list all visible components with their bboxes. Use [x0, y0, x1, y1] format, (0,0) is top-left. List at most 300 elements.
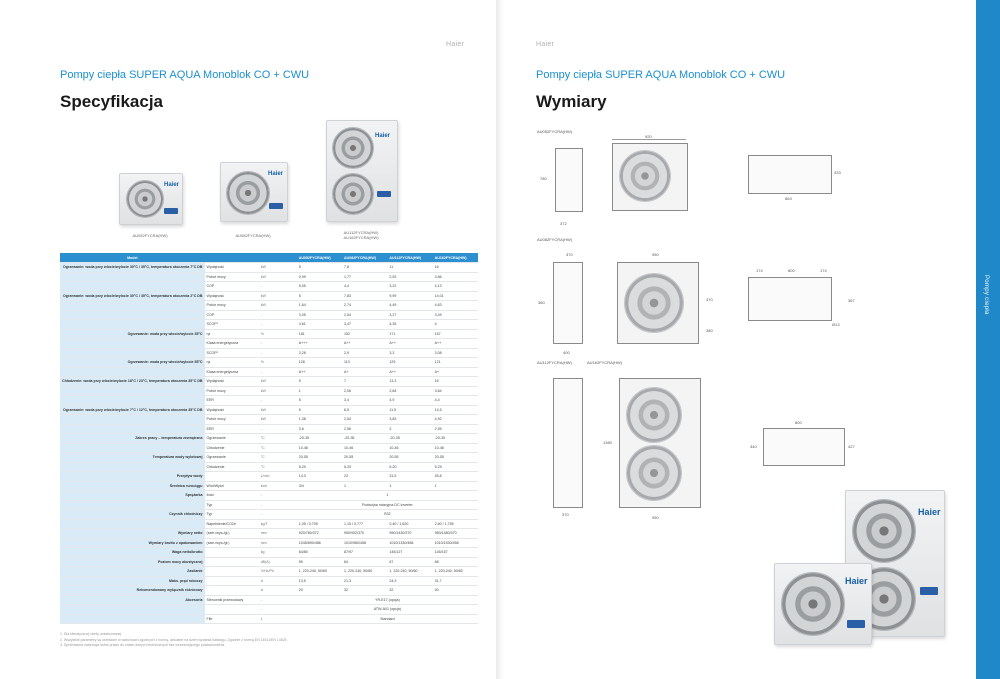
row-unit: V/Hz/Ph	[259, 567, 297, 577]
row-value: 1,38	[297, 415, 342, 425]
row-value: 2,95	[433, 424, 478, 434]
row-value: 157	[433, 329, 478, 339]
table-row	[60, 415, 478, 425]
row-group-label: Akcesoria	[60, 595, 205, 605]
row-group-label: Wymiary brutto z opakowaniem	[60, 538, 205, 548]
table-row	[60, 434, 478, 444]
row-value: 3,27	[387, 310, 432, 320]
table-header-cell: AU082FYCRA(HW)	[342, 253, 387, 263]
table-row	[60, 519, 478, 529]
fan-icon	[626, 387, 682, 443]
row-group-label	[60, 396, 205, 406]
row-unit: kW	[259, 405, 297, 415]
table-row	[60, 386, 478, 396]
row-value: 3,86	[433, 272, 478, 282]
row-value: 32	[342, 586, 387, 596]
table-row	[60, 310, 478, 320]
row-value: -20-35	[387, 434, 432, 444]
table-row	[60, 567, 478, 577]
row-unit: kW	[259, 301, 297, 311]
row-value: 10-46	[433, 443, 478, 453]
dimension-value: 950	[652, 252, 659, 257]
row-value: 16	[433, 263, 478, 273]
row-unit: -	[259, 605, 297, 615]
dimension-value: 400	[563, 350, 570, 355]
table-header-cell: AU162FYCRA(HW)	[433, 253, 478, 263]
row-parameter: ηs	[205, 329, 259, 339]
row-value: 1,15 / 0,777	[342, 519, 387, 529]
badge-icon	[269, 203, 283, 209]
row-parameter: (szer./wys./gł.)	[205, 529, 259, 539]
row-parameter: ηs	[205, 358, 259, 368]
row-value: 20-55	[297, 453, 342, 463]
row-value: 14,3	[297, 472, 342, 482]
row-unit: %	[259, 329, 297, 339]
dimension-value: 863	[785, 196, 792, 201]
badge-icon	[164, 208, 178, 214]
table-row	[60, 595, 478, 605]
row-value: 4,49	[387, 301, 432, 311]
row-group-label	[60, 301, 205, 311]
row-value: 13,5	[297, 576, 342, 586]
row-unit: -	[259, 310, 297, 320]
row-value: 20-55	[387, 453, 432, 463]
drawing-label-c2: AU162FYCRA(HW)	[587, 360, 623, 365]
haier-logo: Haier	[845, 576, 868, 586]
row-parameter: EER	[205, 424, 259, 434]
fan-icon	[852, 499, 916, 563]
table-row	[60, 605, 478, 615]
dimension-value: 370	[566, 252, 573, 257]
row-value: 3,83	[387, 415, 432, 425]
table-header-cell	[259, 253, 297, 263]
row-group-label: Ogrzewanie: woda przy wlocie/wylocie 30°C / 35°C, temperatura otoczenia 2°C DB	[60, 291, 205, 301]
table-row	[60, 396, 478, 406]
row-group-label: Zasilanie	[60, 567, 205, 577]
haier-logo: Haier	[375, 133, 391, 139]
row-group-label	[60, 282, 205, 292]
row-unit: inch	[259, 481, 297, 491]
row-unit: A	[259, 586, 297, 596]
row-value: 10-46	[342, 443, 387, 453]
front-view-drawing	[612, 143, 688, 211]
row-unit: -	[259, 510, 297, 520]
footnote: 1. Dla klimatycznej strefy umiarkowanej	[60, 632, 122, 636]
row-value: 11,5	[387, 405, 432, 415]
row-value: 1	[342, 481, 387, 491]
row-unit: kW	[259, 415, 297, 425]
row-group-label: Przepływ wody	[60, 472, 205, 482]
top-view-drawing	[748, 155, 832, 194]
row-group-label: Czynnik chłodniczy	[60, 510, 205, 520]
row-value: 113	[342, 358, 387, 368]
row-value: 2,9	[342, 348, 387, 358]
dimension-value: 174	[756, 268, 763, 273]
dimension-value: 370	[562, 512, 569, 517]
row-unit: %	[259, 358, 297, 368]
row-value: 2,54	[342, 415, 387, 425]
row-parameter: Ogrzewanie	[205, 453, 259, 463]
side-view-drawing	[555, 148, 583, 212]
table-header-row	[60, 253, 478, 263]
badge-icon	[377, 191, 391, 197]
dimension-value: 340	[750, 444, 757, 449]
table-row	[60, 424, 478, 434]
row-value: 950/1480/370	[433, 529, 478, 539]
row-value: 171	[387, 329, 432, 339]
row-unit: kg/T	[259, 519, 297, 529]
row-unit: kW	[259, 291, 297, 301]
row-unit: mm	[259, 538, 297, 548]
side-tab	[976, 0, 1000, 679]
fan-icon	[619, 150, 671, 202]
row-value: 5	[297, 396, 342, 406]
table-row	[60, 472, 478, 482]
drawing-label-b: AU082FYCRA(HW)	[537, 237, 573, 242]
left-subtitle: Pompy ciepła SUPER AQUA Monoblok CO + CWU	[60, 69, 310, 81]
row-value: A+	[342, 367, 387, 377]
row-parameter	[205, 567, 259, 577]
row-value: 14,5	[433, 405, 478, 415]
row-value: 1, 220-240, 50/60	[342, 567, 387, 577]
row-group-label: Ogrzewanie: woda przy wlocie/wylocie 30°C / 35°C, temperatura otoczenia 7°C DB	[60, 263, 205, 273]
row-group-label	[60, 500, 205, 510]
row-merged-value: Podwójna rotacyjna DC Inverter	[297, 500, 478, 510]
row-value: A++	[433, 339, 478, 349]
row-parameter: Napełnienie/CO2e	[205, 519, 259, 529]
row-value: 32	[387, 586, 432, 596]
row-value: 128	[297, 358, 342, 368]
footnote: 2. Wszystkie parametry są określone w warunkach zgodnych z normą, aktualne na dzień wydania katalogu. Zgodnie z normą EN 14511/EN 14825	[60, 637, 287, 642]
row-value: 4,63	[433, 301, 478, 311]
row-unit: kW	[259, 377, 297, 387]
dimension-value: 427	[848, 444, 855, 449]
row-value: 20	[297, 586, 342, 596]
row-value: 3,64	[433, 386, 478, 396]
row-value: A++	[387, 339, 432, 349]
fan-icon	[332, 173, 374, 215]
row-unit: °C	[259, 443, 297, 453]
row-merged-value: Standard	[297, 614, 478, 624]
table-row	[60, 576, 478, 586]
row-value: 68	[433, 557, 478, 567]
row-group-label	[60, 614, 205, 624]
row-group-label: Ogrzewanie: woda przy wlocie/wylocie 7°C / 12°C, temperatura otoczenia 35°C DB	[60, 405, 205, 415]
row-merged-value: YR-E17 (opcja)	[297, 595, 478, 605]
row-group-label	[60, 386, 205, 396]
row-unit: -	[259, 339, 297, 349]
row-value: 5-20	[297, 462, 342, 472]
row-parameter: Wydajność	[205, 291, 259, 301]
row-unit: -	[259, 367, 297, 377]
row-value: 5	[297, 377, 342, 387]
row-value: 1045/890/486	[297, 538, 342, 548]
fan-icon	[624, 273, 684, 333]
row-value: 3,08	[433, 348, 478, 358]
row-value: 2,06	[342, 386, 387, 396]
row-value: 129	[387, 358, 432, 368]
fan-icon	[126, 180, 164, 218]
specification-table	[60, 253, 478, 624]
row-unit: dB(A)	[259, 557, 297, 567]
row-value: 11	[387, 263, 432, 273]
row-value: 23	[342, 472, 387, 482]
row-value: 4,9	[387, 396, 432, 406]
row-parameter	[205, 548, 259, 558]
row-value: 2,93	[387, 272, 432, 282]
row-value: 121	[433, 358, 478, 368]
row-value: 5	[297, 291, 342, 301]
top-view-drawing	[748, 277, 832, 321]
table-row	[60, 614, 478, 624]
row-value: 45,8	[433, 472, 478, 482]
row-group-label: Zakres pracy – temperatura zewnętrzna	[60, 434, 205, 444]
dimension-value: 800	[788, 268, 795, 273]
row-value: 4,35	[387, 320, 432, 330]
row-value: 152	[342, 329, 387, 339]
row-unit: mm	[259, 529, 297, 539]
dimension-value: 780	[540, 176, 547, 181]
row-group-label	[60, 367, 205, 377]
table-row	[60, 529, 478, 539]
row-parameter: SCOP¹	[205, 348, 259, 358]
row-value: 13,3	[387, 377, 432, 387]
table-row	[60, 272, 478, 282]
fan-icon	[226, 171, 270, 215]
table-row	[60, 339, 478, 349]
table-row	[60, 557, 478, 567]
table-row	[60, 548, 478, 558]
right-subtitle: Pompy ciepła SUPER AQUA Monoblok CO + CWU	[536, 69, 786, 81]
row-unit: kW	[259, 263, 297, 273]
dimension-value: 174	[820, 268, 827, 273]
top-view-drawing	[763, 428, 845, 466]
row-value: 2,54	[342, 310, 387, 320]
row-value: 21,3	[342, 576, 387, 586]
row-parameter: SCOP¹	[205, 320, 259, 330]
table-header-cell: Model	[60, 253, 205, 263]
row-value: 4,61	[297, 320, 342, 330]
row-group-label	[60, 272, 205, 282]
row-value: 24,3	[387, 576, 432, 586]
row-unit: °C	[259, 453, 297, 463]
row-parameter: Pobór mocy	[205, 272, 259, 282]
table-row	[60, 405, 478, 415]
row-value: 1	[433, 481, 478, 491]
haier-logo: Haier	[268, 171, 284, 177]
row-parameter: Typ	[205, 510, 259, 520]
row-value: -20-35	[433, 434, 478, 444]
footnotes	[60, 632, 287, 649]
row-parameter: Wydajność	[205, 405, 259, 415]
side-view-drawing	[553, 378, 583, 508]
dimension-value: 1380	[603, 440, 612, 445]
dimension-value: 800	[795, 420, 802, 425]
row-value: 1010/980/458	[342, 538, 387, 548]
dimension-value: 470	[706, 297, 713, 302]
product-photo-medium	[220, 162, 288, 222]
row-parameter: Sterownik przewodowy	[205, 595, 259, 605]
row-parameter: Chłodzenie	[205, 443, 259, 453]
row-value: 5	[297, 405, 342, 415]
row-value: 1, 220-240, 50/60	[297, 567, 342, 577]
table-row	[60, 443, 478, 453]
row-value: 3,49	[433, 310, 478, 320]
row-value: 10-46	[387, 443, 432, 453]
row-parameter: Wlot/Wylot	[205, 481, 259, 491]
brand-right: Haier	[536, 41, 555, 48]
row-parameter: Pobór mocy	[205, 415, 259, 425]
row-parameter	[205, 576, 259, 586]
row-value: 0,99	[297, 272, 342, 282]
row-unit: kW	[259, 272, 297, 282]
row-value: 40	[433, 586, 478, 596]
row-value: 6,5	[342, 405, 387, 415]
row-value: A+	[433, 367, 478, 377]
row-merged-value: R32	[297, 510, 478, 520]
table-header-cell: AU112FYCRA(HW)	[387, 253, 432, 263]
row-value: 5	[297, 263, 342, 273]
row-group-label	[60, 605, 205, 615]
row-value: 1010/1330/458	[387, 538, 432, 548]
table-row	[60, 491, 478, 501]
product-caption-3: AU112FYCRA(HW) AU162FYCRA(HW)	[343, 230, 379, 240]
row-value: 1	[387, 481, 432, 491]
row-parameter: Wydajność	[205, 377, 259, 387]
row-value: 67	[387, 557, 432, 567]
row-unit: -	[259, 491, 297, 501]
row-parameter	[205, 605, 259, 615]
row-value: 3,28	[297, 348, 342, 358]
row-parameter: Typ	[205, 500, 259, 510]
row-value: 920/780/372	[297, 529, 342, 539]
badge-icon	[920, 587, 938, 595]
fan-icon	[626, 445, 682, 501]
row-group-label: Średnica rurociągu	[60, 481, 205, 491]
row-parameter: Klasa energetyczna	[205, 367, 259, 377]
product-caption-2: AU082FYCRA(HW)	[235, 233, 271, 238]
dimension-value: 372	[560, 221, 567, 226]
table-header-cell	[205, 253, 259, 263]
row-value: 950/902/370	[342, 529, 387, 539]
row-value: 181	[297, 329, 342, 339]
table-row	[60, 282, 478, 292]
row-parameter: Ilość	[205, 491, 259, 501]
row-group-label	[60, 415, 205, 425]
table-row	[60, 348, 478, 358]
left-page-title: Specyfikacja	[60, 92, 164, 111]
row-value: 10-46	[297, 443, 342, 453]
row-value: A+++	[297, 339, 342, 349]
row-value: -20-35	[297, 434, 342, 444]
row-parameter: Filtr	[205, 614, 259, 624]
table-header-cell: AU052FYCRA(HW)	[297, 253, 342, 263]
product-photo-small	[119, 173, 183, 225]
table-row	[60, 510, 478, 520]
row-value: 1010/1530/458	[433, 538, 478, 548]
row-value: 0,40 / 1,620	[387, 519, 432, 529]
row-parameter: Ogrzewanie	[205, 434, 259, 444]
row-group-label: Maks. prąd roboczy	[60, 576, 205, 586]
dimension-line	[612, 139, 686, 140]
row-value: 31,7	[433, 576, 478, 586]
row-unit: kW	[259, 386, 297, 396]
row-parameter: Wydajność	[205, 263, 259, 273]
row-value: 5,05	[297, 282, 342, 292]
haier-logo: Haier	[164, 182, 180, 188]
row-value: 14,01	[433, 291, 478, 301]
row-group-label	[60, 310, 205, 320]
row-value: 2,56	[342, 424, 387, 434]
row-group-label	[60, 519, 205, 529]
row-merged-value: 1	[297, 491, 478, 501]
row-value: 1,05 / 0,709	[297, 519, 342, 529]
row-parameter: (szer./wys./gł.)	[205, 538, 259, 548]
row-value: 7	[342, 377, 387, 387]
side-tab-label: Pompy ciepła	[983, 275, 989, 315]
row-value: 5-20	[387, 462, 432, 472]
row-value: 16	[433, 377, 478, 387]
row-value: 87/97	[342, 548, 387, 558]
row-unit: kg	[259, 548, 297, 558]
row-value: 3,4	[342, 396, 387, 406]
row-group-label: Chłodzenie: woda przy wlocie/wylocie 18°C / 23°C, temperatura otoczenia 35°C DB	[60, 377, 205, 387]
row-value: 4,13	[433, 282, 478, 292]
row-parameter	[205, 586, 259, 596]
row-group-label: Poziom mocy akustycznej	[60, 557, 205, 567]
badge-icon	[847, 620, 865, 628]
row-value: 3,22	[387, 282, 432, 292]
product-photo-large	[326, 120, 398, 222]
row-unit: -	[259, 396, 297, 406]
row-value: A++	[342, 339, 387, 349]
fan-icon	[332, 127, 374, 169]
row-group-label: Wymiary netto	[60, 529, 205, 539]
row-value: 31,5	[387, 472, 432, 482]
table-row	[60, 329, 478, 339]
row-value: 2,60 / 1,755	[433, 519, 478, 529]
row-value: 5-20	[433, 462, 478, 472]
table-row	[60, 538, 478, 548]
table-row	[60, 291, 478, 301]
table-row	[60, 481, 478, 491]
dimension-value: Ø13	[832, 322, 840, 327]
table-row	[60, 453, 478, 463]
front-view-drawing	[619, 378, 701, 508]
row-value: 64	[342, 557, 387, 567]
row-value: 1	[297, 386, 342, 396]
table-row	[60, 500, 478, 510]
row-value: A++	[387, 367, 432, 377]
row-value: 5-20	[342, 462, 387, 472]
table-row	[60, 263, 478, 273]
row-value: 20-55	[433, 453, 478, 463]
row-merged-value: ATW-A01 (opcja)	[297, 605, 478, 615]
row-group-label	[60, 339, 205, 349]
dimension-value: 950	[652, 515, 659, 520]
row-group-label: Sprężarka	[60, 491, 205, 501]
row-group-label: Rekomendowany wyłącznik różnicowy	[60, 586, 205, 596]
row-parameter: Pobór mocy	[205, 386, 259, 396]
fan-icon	[781, 572, 845, 636]
row-value: 4,4	[342, 282, 387, 292]
row-parameter: Klasa energetyczna	[205, 339, 259, 349]
row-group-label: Ogrzewanie: woda przy wlocie/wylocie 35°C	[60, 329, 205, 339]
page-gutter	[496, 0, 504, 679]
row-value: A++	[297, 367, 342, 377]
row-value: 3,3	[387, 348, 432, 358]
table-row	[60, 462, 478, 472]
